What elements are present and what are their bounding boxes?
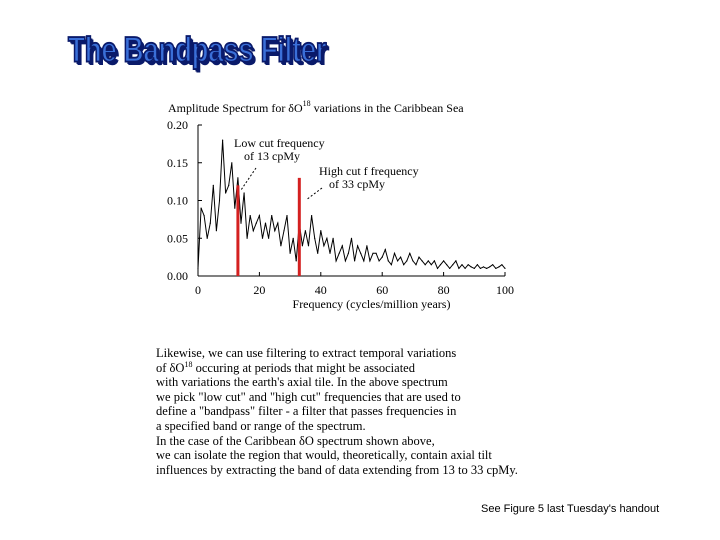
spectrum-point [403, 264, 404, 265]
spectrum-point [443, 260, 444, 261]
spectrum-point [492, 264, 493, 265]
spectrum-point [250, 215, 251, 216]
paragraph-line [156, 361, 576, 376]
y-tick-label: 0.00 [167, 269, 188, 283]
spectrum-point [397, 260, 398, 261]
spectrum-point [465, 268, 466, 269]
spectrum-point [418, 257, 419, 258]
spectrum-point [336, 260, 337, 261]
x-tick-label: 60 [376, 283, 389, 297]
paragraph-line [156, 404, 576, 419]
y-tick-label: 0.20 [167, 118, 188, 132]
spectrum-point [376, 253, 377, 254]
spectrum-point [277, 223, 278, 224]
spectrum-point [296, 260, 297, 261]
chart-title [168, 99, 464, 115]
spectrum-point [412, 260, 413, 261]
spectrum-point [207, 238, 208, 239]
spectrum-point [216, 230, 217, 231]
spectrum-point [388, 260, 389, 261]
spectrum-point [369, 260, 370, 261]
spectrum-point [213, 185, 214, 186]
x-tick-label: 100 [496, 283, 514, 297]
text-run: with variations the earth's axial tile. In the above spectrum [156, 375, 448, 390]
paragraph-line [156, 390, 576, 405]
x-tick-label: 40 [314, 283, 327, 297]
spectrum-point [425, 264, 426, 265]
y-tick-label: 0.15 [167, 155, 188, 170]
spectrum-point [474, 268, 475, 269]
spectrum-point [311, 215, 312, 216]
spectrum-point [231, 162, 232, 163]
cutoff-pointer [306, 188, 322, 200]
spectrum-point [382, 257, 383, 258]
spectrum-point [274, 230, 275, 231]
text-run: Likewise, we can use filtering to extract temporal variations [156, 346, 457, 360]
spectrum-point [379, 260, 380, 261]
spectrum-point [240, 223, 241, 224]
spectrum-point [366, 245, 367, 246]
cutoff-label: of 33 cpMy [329, 177, 385, 191]
spectrum-point [471, 266, 472, 267]
x-tick-label: 0 [195, 283, 201, 297]
spectrum-point [305, 230, 306, 231]
spectrum-point [302, 245, 303, 246]
spectrum-point [458, 268, 459, 269]
spectrum-point [357, 245, 358, 246]
spectrum-point [372, 253, 373, 254]
x-tick-label: 80 [437, 283, 450, 297]
paragraph-line [156, 419, 576, 434]
spectrum-point [259, 215, 260, 216]
spectrum-point [480, 268, 481, 269]
spectrum-point [329, 253, 330, 254]
spectrum-point [197, 268, 198, 269]
spectrum-point [293, 238, 294, 239]
spectrum-point [262, 238, 263, 239]
cutoff-label: of 13 cpMy [244, 149, 300, 163]
superscript: 18 [184, 359, 193, 369]
text-run: In the case of the Caribbean δO spectrum shown above, [156, 433, 435, 448]
spectrum-point [317, 253, 318, 254]
spectrum-point [219, 200, 220, 201]
spectrum-point [253, 230, 254, 231]
spectrum-point [268, 238, 269, 239]
spectrum-point [385, 249, 386, 250]
spectrum-point [265, 223, 266, 224]
paragraph-line [156, 434, 576, 449]
text-run: of δO [156, 360, 185, 375]
chart-title-sup: 18 [302, 99, 311, 108]
spectrum-point [455, 260, 456, 261]
spectrum-point [342, 245, 343, 246]
spectrum-point [228, 185, 229, 186]
spectrum-point [360, 253, 361, 254]
spectrum-point [406, 260, 407, 261]
slide-title: The Bandpass Filter [68, 30, 327, 69]
footnote: See Figure 5 last Tuesday's handout [481, 503, 660, 515]
x-tick-label: 20 [253, 283, 266, 297]
spectrum-point [271, 215, 272, 216]
spectrum-point [354, 260, 355, 261]
spectrum-point [320, 230, 321, 231]
spectrum-point [486, 268, 487, 269]
paragraph-line [156, 346, 576, 361]
spectrum-point [504, 268, 505, 269]
spectrum-point [283, 230, 284, 231]
y-tick-label: 0.10 [167, 193, 188, 208]
spectrum-point [446, 264, 447, 265]
spectrum-point [440, 264, 441, 265]
spectrum-point [225, 192, 226, 193]
spectrum-point [489, 266, 490, 267]
spectrum-point [431, 264, 432, 265]
x-axis-label: Frequency (cycles/million years) [292, 297, 451, 311]
spectrum-point [434, 260, 435, 261]
spectrum-point [204, 215, 205, 216]
spectrum-point [363, 260, 364, 261]
spectrum-point [428, 260, 429, 261]
spectrum-point [461, 264, 462, 265]
spectrum-point [256, 223, 257, 224]
text-run: define a "bandpass" filter - a filter that passes frequencies in [156, 404, 457, 419]
cutoff-label: Low cut frequency [234, 136, 325, 150]
cutoff-pointer [241, 168, 256, 190]
explanation-paragraph [156, 346, 576, 477]
spectrum-point [323, 245, 324, 246]
spectrum-point [280, 245, 281, 246]
spectrum-point [409, 253, 410, 254]
spectrum-point [394, 253, 395, 254]
spectrum-point [210, 223, 211, 224]
spectrum-point [326, 238, 327, 239]
spectrum-point [244, 192, 245, 193]
spectrum-point [391, 264, 392, 265]
y-tick-label: 0.05 [167, 231, 188, 246]
spectrum-point [495, 268, 496, 269]
spectrum-point [415, 264, 416, 265]
text-run: influences by extracting the band of data extending from 13 to 33 cpMy. [156, 462, 518, 477]
spectrum-point [483, 266, 484, 267]
spectrum-point [400, 257, 401, 258]
spectrum-point [449, 268, 450, 269]
paragraph-line [156, 375, 576, 390]
spectrum-point [345, 260, 346, 261]
spectrum-point [348, 253, 349, 254]
chart-title-post: variations in the Caribbean Sea [310, 101, 464, 115]
cutoff-label: High cut f frequency [319, 164, 419, 178]
spectrum-point [222, 140, 223, 141]
text-run: we pick "low cut" and "high cut" frequencies that are used to [156, 389, 461, 404]
paragraph-line [156, 448, 576, 463]
text-run: we can isolate the region that would, theoretically, contain axial tilt [156, 448, 492, 463]
spectrum-point [333, 238, 334, 239]
spectrum-point [314, 238, 315, 239]
spectrum-point [201, 208, 202, 209]
spectrum-point [286, 215, 287, 216]
text-run: a specified band or range of the spectrum. [156, 418, 366, 433]
spectrum-point [247, 238, 248, 239]
paragraph-line [156, 463, 576, 478]
chart-title-pre: Amplitude Spectrum for δO [168, 101, 303, 115]
spectrum-point [290, 253, 291, 254]
spectrum-point [498, 266, 499, 267]
spectrum-point [452, 264, 453, 265]
spectrum-point [339, 253, 340, 254]
spectrum-point [437, 268, 438, 269]
spectrum-point [422, 260, 423, 261]
spectrum-point [234, 208, 235, 209]
spectrum-point [351, 238, 352, 239]
spectrum-point [477, 264, 478, 265]
spectrum-point [237, 177, 238, 178]
text-run: occuring at periods that might be associated [192, 360, 415, 375]
spectrum-point [501, 264, 502, 265]
spectrum-point [308, 245, 309, 246]
spectrum-point [468, 264, 469, 265]
